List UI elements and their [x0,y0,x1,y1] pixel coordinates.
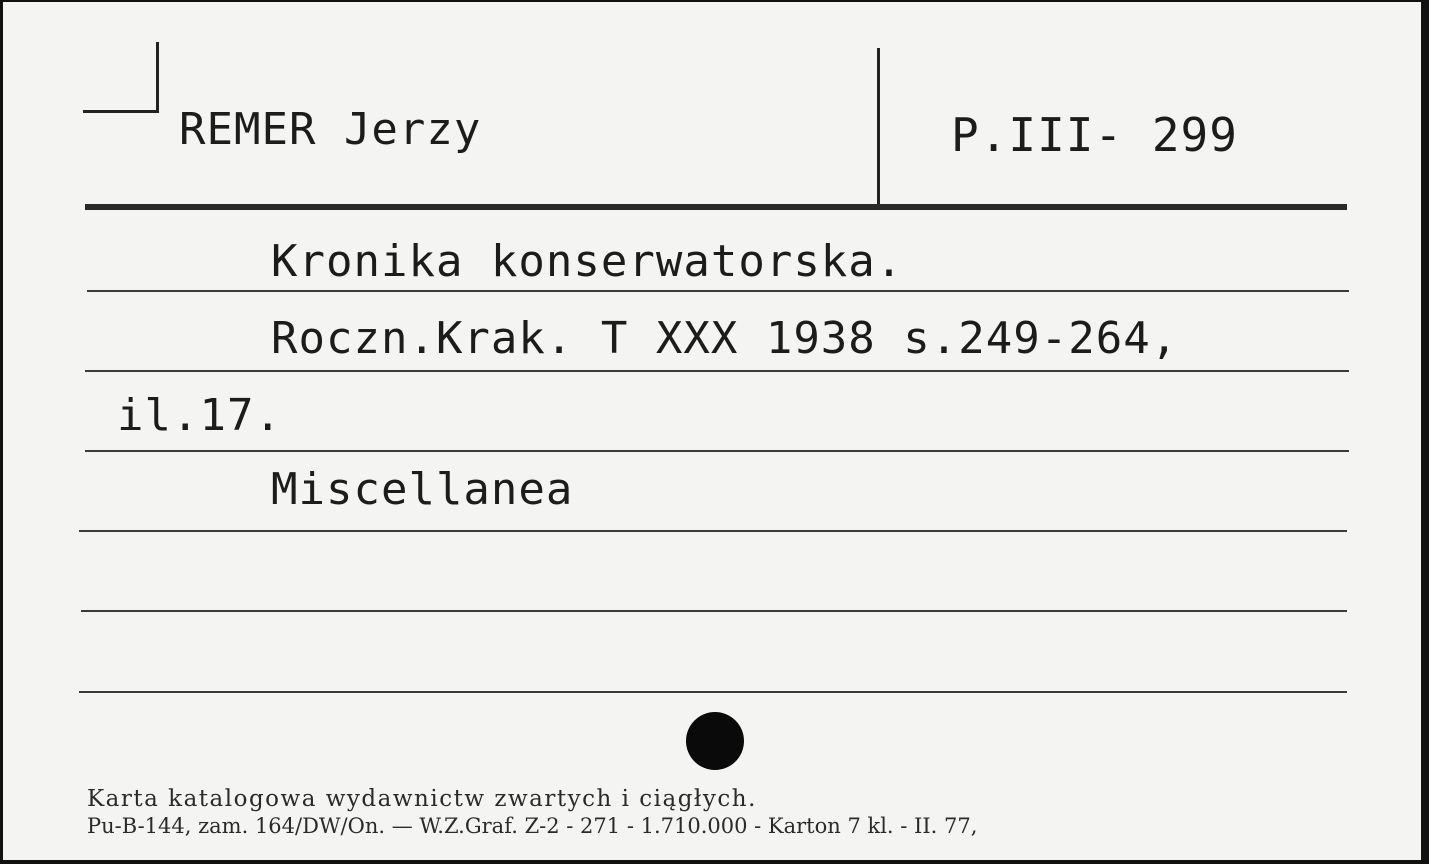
header-rule [85,204,1347,210]
call-number: P.III- 299 [951,108,1238,162]
ruled-line-3 [85,450,1349,452]
ruled-line-6 [79,691,1347,693]
footer-line-1: Karta katalogowa wydawnictw zwartych i ciągłych. [87,786,757,812]
punch-hole [686,712,744,770]
footer-line-2: Pu-B-144, zam. 164/DW/On. — W.Z.Graf. Z-2 - 271 - 1.710.000 - Karton 7 kl. - II. 77, [87,814,978,838]
header-divider [877,48,880,204]
corner-mark-vertical [156,42,159,110]
category-line: Miscellanea [271,464,574,515]
ruled-line-1 [87,290,1349,292]
ruled-line-2 [85,370,1349,372]
illustrations-line: il.17. [117,390,282,441]
catalog-card [3,2,1421,860]
corner-mark-horizontal [83,110,159,113]
ruled-line-5 [81,610,1347,612]
author-heading: REMER Jerzy [179,104,482,155]
title-line: Kronika konserwatorska. [271,236,904,287]
ruled-line-4 [79,530,1347,532]
source-line: Roczn.Krak. T XXX 1938 s.249-264, [271,313,1179,364]
